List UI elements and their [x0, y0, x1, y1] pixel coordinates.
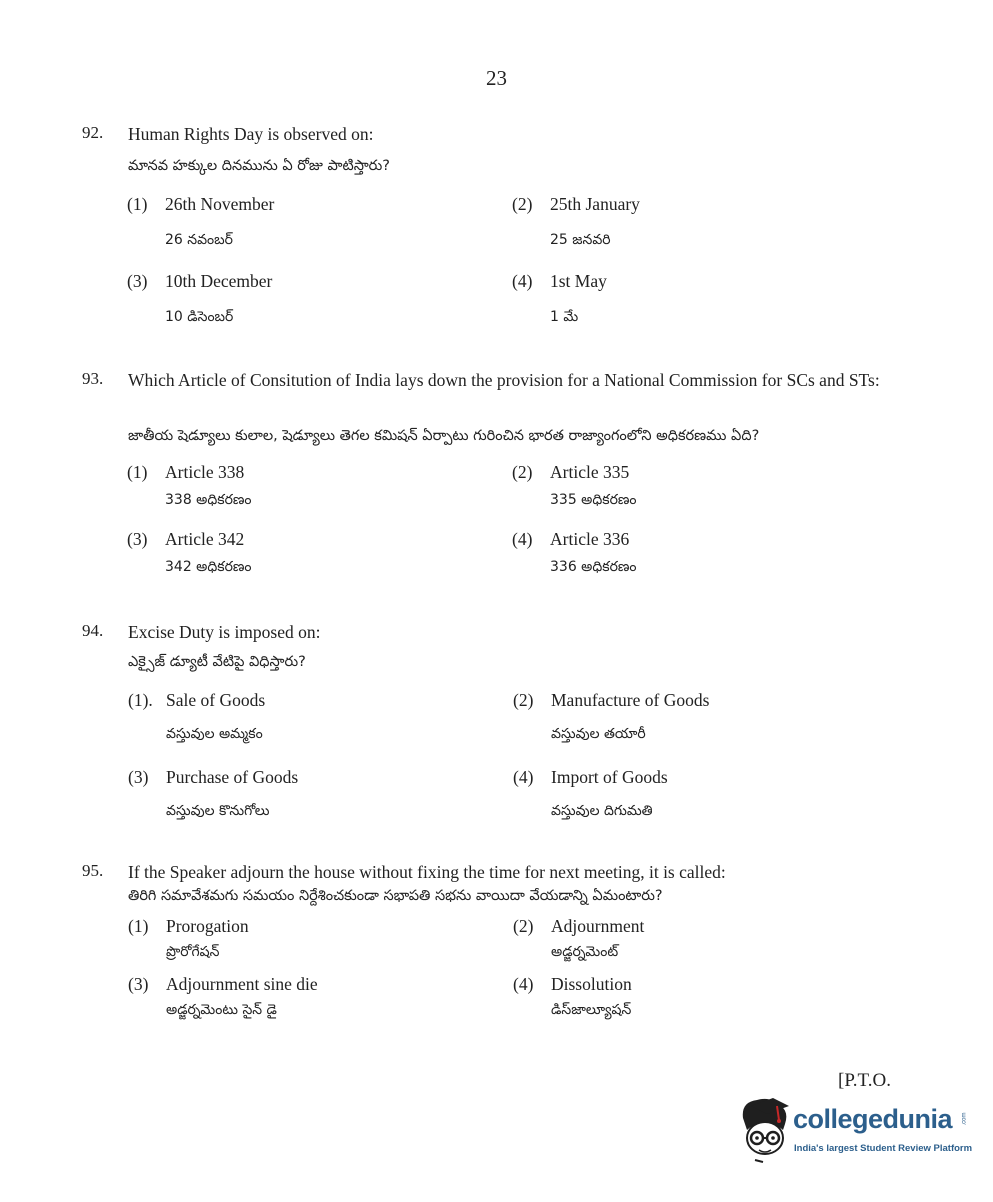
question-text-te: జాతీయ షెడ్యూలు కులాల, షెడ్యూలు తెగల కమిషన్ ఏర్పాటు గురించిన భారత రాజ్యాంగంలోని అధికరణము ఏది? [128, 428, 760, 444]
question-text-te: తిరిగి సమావేశమగు సమయం నిర్దేశించకుండా సభాపతి సభను వాయిదా వేయడాన్ని ఏమంటారు? [128, 888, 663, 904]
option-text-te: 26 నవంబర్ [165, 232, 233, 248]
option-text-te: 10 డిసెంబర్ [165, 309, 234, 325]
option-number: (1) [128, 916, 149, 936]
question-text-en: If the Speaker adjourn the house without fixing the time for next meeting, it is called: [128, 862, 726, 882]
option-text-en: Sale of Goods [166, 690, 266, 710]
option-number: (4) [512, 271, 533, 291]
option-number: (4) [512, 529, 533, 549]
option-text-en: Adjournment [551, 916, 645, 936]
option-number: (4) [513, 767, 534, 787]
option-number: (3) [127, 529, 148, 549]
option-text-te: వస్తువుల కొనుగోలు [166, 803, 270, 819]
option-text-en: Article 336 [550, 529, 630, 549]
question-text-en: Which Article of Consitution of India lays down the provision for a National Commission for SCs and STs: [128, 370, 880, 390]
option-text-en: Prorogation [166, 916, 249, 936]
question-text-en: Human Rights Day is observed on: [128, 124, 374, 144]
option-text-te: అడ్జర్నమెంటు సైన్ డై [166, 1002, 277, 1018]
option-text-te: 335 అధికరణం [550, 492, 637, 508]
option-number: (2) [512, 194, 533, 214]
option-text-te: 25 జనవరి [550, 232, 611, 248]
logo-wordmark: collegedunia [793, 1104, 953, 1134]
option-number: (2) [513, 916, 534, 936]
pto-label: [P.T.O. [838, 1070, 891, 1091]
option-text-en: Article 335 [550, 462, 630, 482]
option-text-te: వస్తువుల అమ్మకం [166, 726, 263, 742]
collegedunia-logo [737, 1096, 973, 1166]
option-number: (3) [128, 974, 149, 994]
question-number: 93. [82, 369, 104, 388]
option-text-te: 336 అధికరణం [550, 559, 637, 575]
option-text-en: Article 342 [165, 529, 245, 549]
option-number: (2) [513, 690, 534, 710]
option-text-en: Import of Goods [551, 767, 668, 787]
option-text-en: Adjournment sine die [166, 974, 318, 994]
option-number: (2) [512, 462, 533, 482]
option-text-te: వస్తువుల దిగుమతి [551, 803, 653, 819]
option-text-en: Dissolution [551, 974, 632, 994]
option-text-en: 26th November [165, 194, 275, 214]
option-number: (1). [128, 690, 153, 710]
mascot-icon [737, 1096, 793, 1166]
option-text-en: Article 338 [165, 462, 245, 482]
option-number: (4) [513, 974, 534, 994]
question-text-te: ఎక్సైజ్ డ్యూటీ వేటిపై విధిస్తారు? [128, 654, 306, 670]
logo-tagline: India's largest Student Review Platform [794, 1143, 973, 1154]
option-number: (3) [128, 767, 149, 787]
option-text-te: 338 అధికరణం [165, 492, 252, 508]
question-number: 92. [82, 123, 104, 142]
option-text-en: 1st May [550, 271, 607, 291]
option-text-en: Purchase of Goods [166, 767, 299, 787]
option-text-te: 342 అధికరణం [165, 559, 252, 575]
option-text-te: 1 మే [550, 309, 579, 325]
question-text-te: మానవ హక్కుల దినమును ఏ రోజు పాటిస్తారు? [128, 158, 390, 174]
option-text-te: వస్తువుల తయారీ [551, 726, 646, 742]
logo-suffix: .com [961, 1112, 968, 1126]
option-number: (1) [127, 194, 148, 214]
question-number: 94. [82, 621, 104, 640]
option-text-en: 10th December [165, 271, 273, 291]
question-text-en: Excise Duty is imposed on: [128, 622, 321, 642]
option-text-en: 25th January [550, 194, 640, 214]
option-text-en: Manufacture of Goods [551, 690, 710, 710]
option-text-te: డిస్‌జాల్యూషన్ [551, 1002, 632, 1018]
option-number: (3) [127, 271, 148, 291]
page-number: 23 [486, 66, 507, 90]
question-number: 95. [82, 861, 104, 880]
option-number: (1) [127, 462, 148, 482]
option-text-te: అడ్జర్నమెంట్ [551, 944, 619, 960]
option-text-te: ప్రొరోగేషన్ [166, 944, 220, 960]
